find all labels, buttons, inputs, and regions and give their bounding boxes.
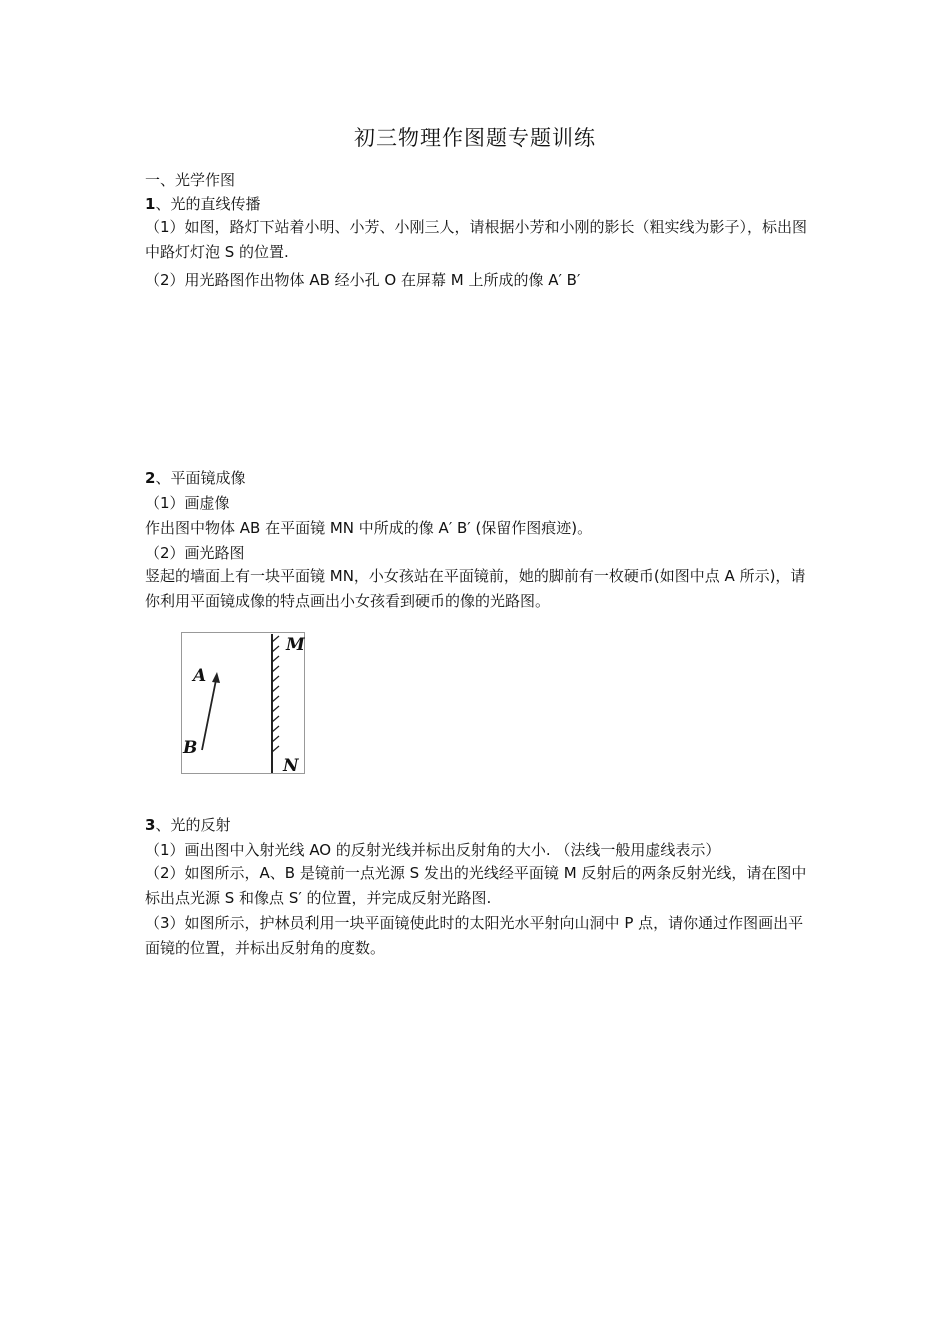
question-3-3: （3）如图所示，护林员利用一块平面镜使此时的太阳光水平射向山洞中 P 点，请你通过作图画出平面镜的位置，并标出反射角的度数。	[145, 914, 804, 957]
subsection-title-3: 、光的反射	[155, 816, 231, 834]
label-a: A	[193, 666, 207, 686]
subsection-title-1: 、光的直线传播	[155, 195, 261, 213]
subsection-heading-3	[145, 815, 815, 835]
subsection-title-2: 、平面镜成像	[155, 469, 246, 487]
arrowhead-icon	[212, 672, 220, 683]
mirror-figure	[181, 632, 305, 774]
section-heading-optics: 一、光学作图	[145, 171, 236, 189]
subsection-heading-1	[145, 194, 815, 214]
subsection-heading-2	[145, 468, 815, 488]
subsection-number-1: 1	[145, 195, 156, 213]
mirror-diagram	[181, 632, 305, 774]
question-3-2: （2）如图所示，A、B 是镜前一点光源 S 发出的光线经平面镜 M 反射后的两条反射光线，请在图中标出点光源 S 和像点 S′ 的位置，并完成反射光路图.	[145, 864, 807, 907]
question-1-2: （2）用光路图作出物体 AB 经小孔 O 在屏幕 M 上所成的像 A′ B′	[145, 271, 581, 289]
subsection-number-2: 2	[145, 469, 156, 487]
document-title: 初三物理作图题专题训练	[354, 126, 596, 150]
question-2-2: 竖起的墙面上有一块平面镜 MN，小女孩站在平面镜前，她的脚前有一枚硬币(如图中点 A 所示)，请你利用平面镜成像的特点画出小女孩看到硬币的像的光路图。	[145, 567, 806, 610]
object-ab-arrow	[202, 680, 216, 750]
label-m: M	[286, 635, 305, 655]
label-b: B	[183, 738, 198, 758]
question-2-1: 作出图中物体 AB 在平面镜 MN 中所成的像 A′ B′ (保留作图痕迹)。	[145, 519, 593, 537]
subsection-number-3: 3	[145, 816, 156, 834]
mirror-hatching	[272, 636, 279, 752]
subheading-virtual-image: （1）画虚像	[145, 494, 230, 512]
subheading-light-path: （2）画光路图	[145, 544, 245, 562]
question-3-1: （1）画出图中入射光线 AO 的反射光线并标出反射角的大小. （法线一般用虚线表示）	[145, 841, 721, 859]
label-n: N	[283, 756, 299, 774]
question-1-1: （1）如图，路灯下站着小明、小芳、小刚三人，请根据小芳和小刚的影长（粗实线为影子），标出图中路灯灯泡 S 的位置.	[145, 218, 808, 261]
